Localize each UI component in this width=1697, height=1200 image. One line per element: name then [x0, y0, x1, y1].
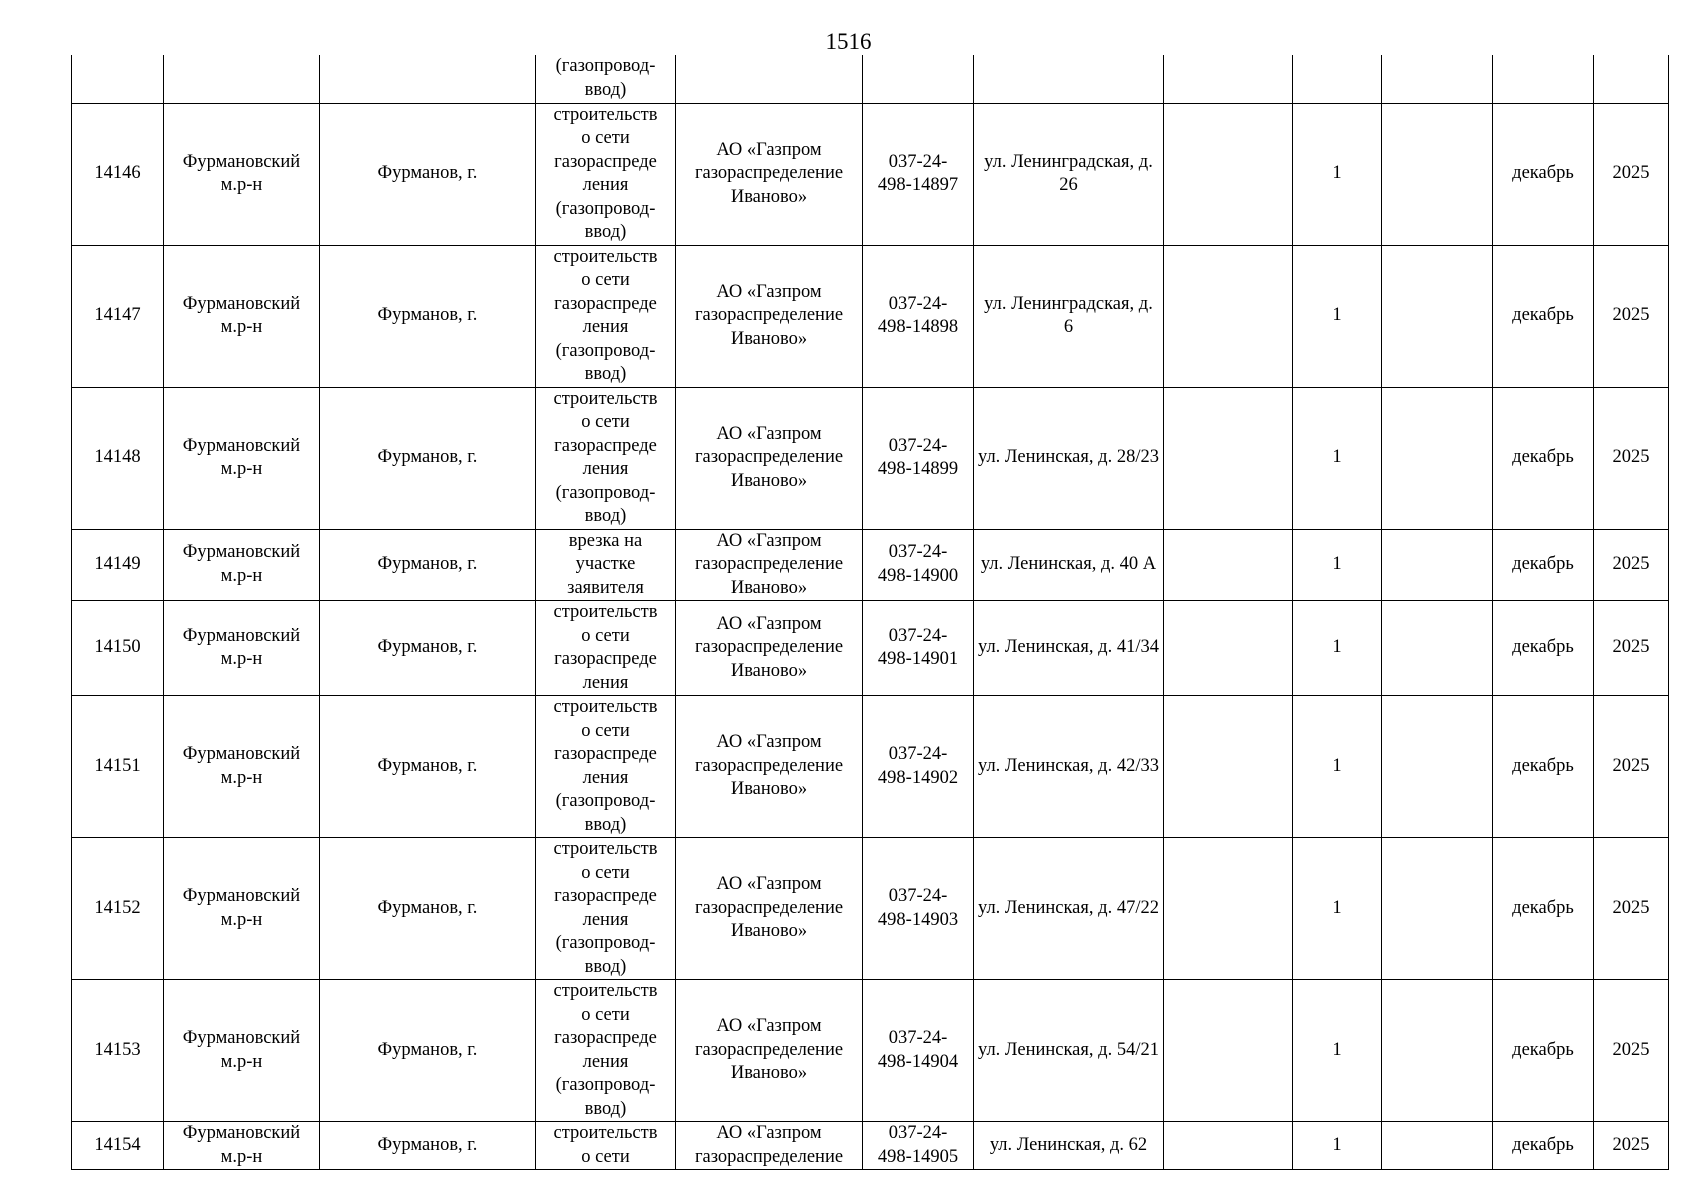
cell-type: строительств о сети газораспреде ления — [536, 601, 676, 696]
cell-district: Фурмановский м.р-н — [164, 838, 320, 980]
cell-col8 — [1164, 387, 1293, 529]
cell-month: декабрь — [1493, 529, 1594, 601]
cell-num: 14146 — [72, 103, 164, 245]
cell-col8 — [1164, 838, 1293, 980]
cell-col10 — [1382, 103, 1493, 245]
cell-count: 1 — [1293, 1122, 1382, 1170]
cell-type: строительств о сети газораспреде ления (газопровод- ввод) — [536, 103, 676, 245]
cell-org: АО «Газпром газораспределение — [676, 1122, 863, 1170]
cell-district: Фурмановский м.р-н — [164, 529, 320, 601]
cell-address: ул. Ленинская, д. 47/22 — [974, 838, 1164, 980]
cell-type: строительств о сети газораспреде ления (газопровод- ввод) — [536, 696, 676, 838]
cell-count: 1 — [1293, 838, 1382, 980]
cell-code: 037-24- 498-14898 — [863, 245, 974, 387]
cell-month: декабрь — [1493, 387, 1594, 529]
cell-col10 — [1382, 601, 1493, 696]
cell-year: 2025 — [1594, 838, 1669, 980]
cell-org — [676, 55, 863, 103]
cell-type: строительств о сети газораспреде ления (газопровод- ввод) — [536, 980, 676, 1122]
cell-month: декабрь — [1493, 980, 1594, 1122]
cell-locality — [320, 55, 536, 103]
cell-code: 037-24- 498-14905 — [863, 1122, 974, 1170]
cell-count: 1 — [1293, 245, 1382, 387]
cell-year: 2025 — [1594, 601, 1669, 696]
cell-num: 14148 — [72, 387, 164, 529]
cell-org: АО «Газпром газораспределение Иваново» — [676, 103, 863, 245]
table-row — [72, 245, 1669, 387]
cell-org: АО «Газпром газораспределение Иваново» — [676, 245, 863, 387]
cell-month: декабрь — [1493, 245, 1594, 387]
cell-num: 14150 — [72, 601, 164, 696]
cell-month — [1493, 55, 1594, 103]
table-row — [72, 980, 1669, 1122]
cell-locality: Фурманов, г. — [320, 387, 536, 529]
cell-year: 2025 — [1594, 245, 1669, 387]
cell-address: ул. Ленинская, д. 54/21 — [974, 980, 1164, 1122]
cell-address: ул. Ленинская, д. 42/33 — [974, 696, 1164, 838]
cell-col8 — [1164, 529, 1293, 601]
cell-month: декабрь — [1493, 1122, 1594, 1170]
cell-code: 037-24- 498-14897 — [863, 103, 974, 245]
cell-org: АО «Газпром газораспределение Иваново» — [676, 601, 863, 696]
cell-count: 1 — [1293, 601, 1382, 696]
cell-year: 2025 — [1594, 529, 1669, 601]
table-body — [72, 55, 1669, 1170]
cell-code — [863, 55, 974, 103]
cell-org: АО «Газпром газораспределение Иваново» — [676, 387, 863, 529]
cell-org: АО «Газпром газораспределение Иваново» — [676, 529, 863, 601]
cell-type: врезка на участке заявителя — [536, 529, 676, 601]
cell-district: Фурмановский м.р-н — [164, 245, 320, 387]
cell-col8 — [1164, 601, 1293, 696]
cell-address: ул. Ленинградская, д. 26 — [974, 103, 1164, 245]
cell-num: 14147 — [72, 245, 164, 387]
cell-col10 — [1382, 387, 1493, 529]
cell-district: Фурмановский м.р-н — [164, 1122, 320, 1170]
cell-count: 1 — [1293, 529, 1382, 601]
cell-district: Фурмановский м.р-н — [164, 103, 320, 245]
cell-code: 037-24- 498-14904 — [863, 980, 974, 1122]
cell-col10 — [1382, 696, 1493, 838]
table-row — [72, 601, 1669, 696]
cell-year: 2025 — [1594, 696, 1669, 838]
cell-num: 14152 — [72, 838, 164, 980]
cell-org: АО «Газпром газораспределение Иваново» — [676, 696, 863, 838]
cell-col10 — [1382, 245, 1493, 387]
cell-address: ул. Ленинская, д. 41/34 — [974, 601, 1164, 696]
cell-district: Фурмановский м.р-н — [164, 387, 320, 529]
cell-type: строительств о сети газораспреде ления (газопровод- ввод) — [536, 387, 676, 529]
cell-col10 — [1382, 1122, 1493, 1170]
cell-year: 2025 — [1594, 103, 1669, 245]
cell-address: ул. Ленинская, д. 40 А — [974, 529, 1164, 601]
cell-code: 037-24- 498-14902 — [863, 696, 974, 838]
cell-month: декабрь — [1493, 696, 1594, 838]
cell-num — [72, 55, 164, 103]
cell-district: Фурмановский м.р-н — [164, 601, 320, 696]
cell-address: ул. Ленинградская, д. 6 — [974, 245, 1164, 387]
cell-month: декабрь — [1493, 838, 1594, 980]
cell-locality: Фурманов, г. — [320, 601, 536, 696]
cell-locality: Фурманов, г. — [320, 838, 536, 980]
cell-count: 1 — [1293, 387, 1382, 529]
cell-col10 — [1382, 55, 1493, 103]
cell-address: ул. Ленинская, д. 62 — [974, 1122, 1164, 1170]
page-number: 1516 — [825, 29, 872, 54]
table-row-continued — [72, 55, 1669, 103]
cell-num: 14149 — [72, 529, 164, 601]
cell-district — [164, 55, 320, 103]
cell-code: 037-24- 498-14901 — [863, 601, 974, 696]
cell-col10 — [1382, 980, 1493, 1122]
cell-col8 — [1164, 245, 1293, 387]
cell-type: (газопровод- ввод) — [536, 55, 676, 103]
cell-address: ул. Ленинская, д. 28/23 — [974, 387, 1164, 529]
gas-connection-table — [71, 55, 1669, 1170]
cell-count: 1 — [1293, 103, 1382, 245]
cell-locality: Фурманов, г. — [320, 529, 536, 601]
table-row — [72, 103, 1669, 245]
cell-address — [974, 55, 1164, 103]
cell-year: 2025 — [1594, 387, 1669, 529]
cell-org: АО «Газпром газораспределение Иваново» — [676, 980, 863, 1122]
table-row — [72, 387, 1669, 529]
table-row — [72, 696, 1669, 838]
cell-count — [1293, 55, 1382, 103]
cell-col10 — [1382, 838, 1493, 980]
cell-district: Фурмановский м.р-н — [164, 980, 320, 1122]
table-row — [72, 1122, 1669, 1170]
cell-district: Фурмановский м.р-н — [164, 696, 320, 838]
cell-org: АО «Газпром газораспределение Иваново» — [676, 838, 863, 980]
cell-type: строительств о сети газораспреде ления (газопровод- ввод) — [536, 245, 676, 387]
cell-count: 1 — [1293, 980, 1382, 1122]
cell-col8 — [1164, 1122, 1293, 1170]
cell-type: строительств о сети — [536, 1122, 676, 1170]
cell-year: 2025 — [1594, 980, 1669, 1122]
cell-code: 037-24- 498-14900 — [863, 529, 974, 601]
cell-num: 14151 — [72, 696, 164, 838]
cell-year — [1594, 55, 1669, 103]
cell-col8 — [1164, 696, 1293, 838]
cell-locality: Фурманов, г. — [320, 980, 536, 1122]
cell-col8 — [1164, 980, 1293, 1122]
cell-code: 037-24- 498-14903 — [863, 838, 974, 980]
cell-locality: Фурманов, г. — [320, 696, 536, 838]
table-row — [72, 529, 1669, 601]
cell-month: декабрь — [1493, 601, 1594, 696]
cell-type: строительств о сети газораспреде ления (газопровод- ввод) — [536, 838, 676, 980]
cell-month: декабрь — [1493, 103, 1594, 245]
cell-num: 14153 — [72, 980, 164, 1122]
cell-year: 2025 — [1594, 1122, 1669, 1170]
cell-col10 — [1382, 529, 1493, 601]
cell-locality: Фурманов, г. — [320, 245, 536, 387]
table-row — [72, 838, 1669, 980]
cell-num: 14154 — [72, 1122, 164, 1170]
cell-col8 — [1164, 103, 1293, 245]
cell-code: 037-24- 498-14899 — [863, 387, 974, 529]
cell-count: 1 — [1293, 696, 1382, 838]
cell-locality: Фурманов, г. — [320, 103, 536, 245]
cell-locality: Фурманов, г. — [320, 1122, 536, 1170]
cell-col8 — [1164, 55, 1293, 103]
